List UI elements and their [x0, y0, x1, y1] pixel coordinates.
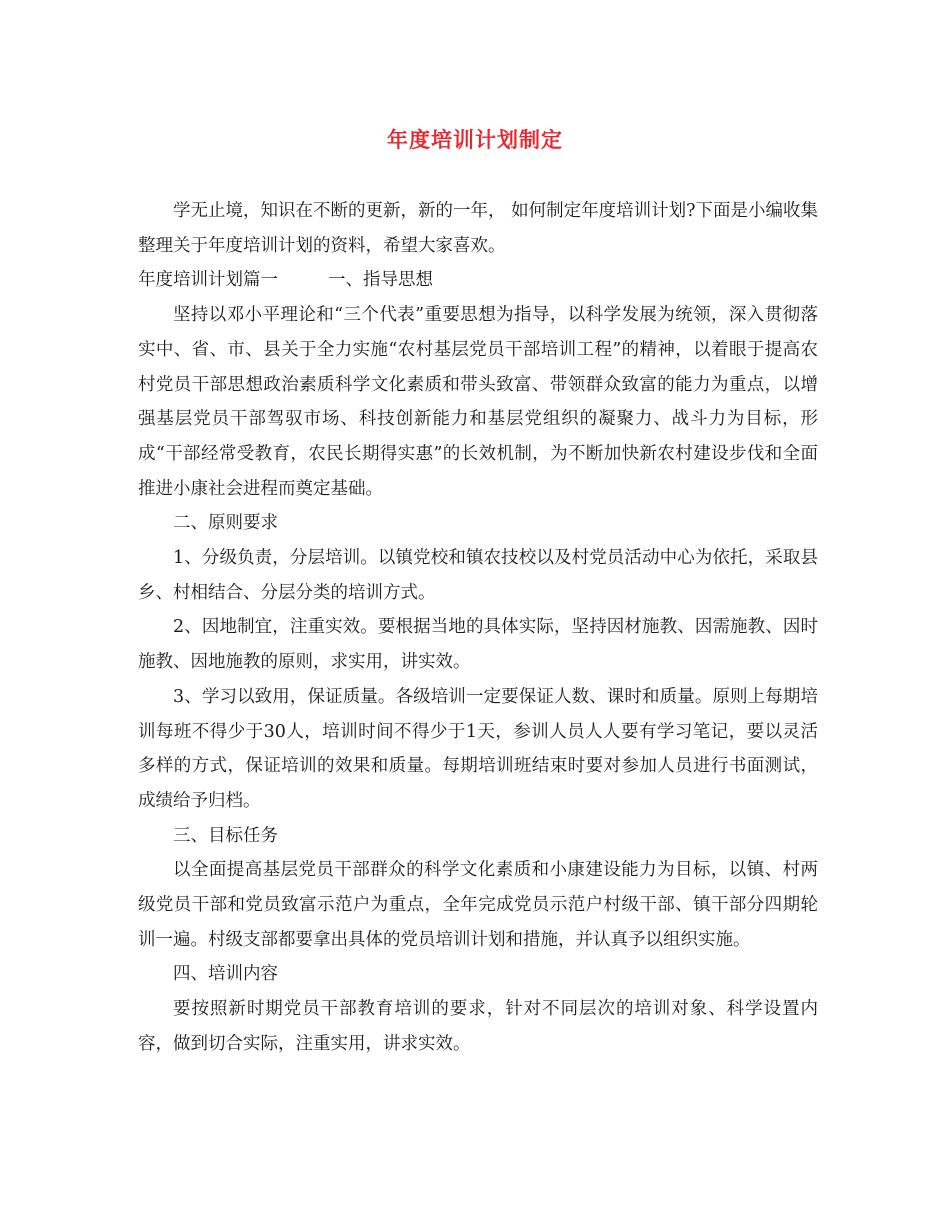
section-heading-left: 年度培训计划篇一 — [138, 270, 278, 291]
content-paragraph: 要按照新时期党员干部教育培训的要求，针对不同层次的培训对象、科学设置内容，做到切合实际，注重实用，讲求实效。 — [138, 999, 818, 1054]
goals-heading: 三、目标任务 — [173, 825, 278, 846]
principle-2-paragraph: 2、因地制宜，注重实效。要根据当地的具体实际，坚持因材施教、因需施教、因时施教、因地施教的原则，求实用，讲实效。 — [138, 617, 818, 673]
section-heading-right: 一、指导思想 — [328, 270, 433, 291]
goals-paragraph: 以全面提高基层党员干部群众的科学文化素质和小康建设能力为目标，以镇、村两级党员干部和党员致富示范户为重点，全年完成党员示范户村级干部、镇干部分四期轮训一遍。村级支部都要拿出具体的党员培训计划和措施，并认真予以组织实施。 — [138, 860, 818, 950]
principles-heading: 二、原则要求 — [173, 513, 278, 534]
document-title: 年度培训计划制定 — [387, 127, 563, 152]
principle-1-paragraph: 1、分级负责，分层培训。以镇党校和镇农技校以及村党员活动中心为依托，采取县乡、村相结合、分层分类的培训方式。 — [138, 548, 818, 603]
principle-3-paragraph: 3、学习以致用，保证质量。各级培训一定要保证人数、课时和质量。原则上每期培训每班不得少于30人，培训时间不得少于1天，参训人员人人要有学习笔记，要以灵活多样的方式，保证培训的效果和质量。每期培训班结束时要对参加人员进行书面测试，成绩给予归档。 — [138, 686, 818, 811]
guiding-thought-paragraph: 坚持以邓小平理论和“三个代表”重要思想为指导，以科学发展为统领，深入贯彻落实中、省、市、县关于全力实施“农村基层党员干部培训工程”的精神，以着眼于提高农村党员干部思想政治素质科学文化素质和带头致富、带领群众致富的能力为重点，以增强基层党员干部驾驭市场、科技创新能力和基层党组织的凝聚力、战斗力为目标，形成“干部经常受教育，农民长期得实惠”的长效机制，为不断加快新农村建设步伐和全面推进小康社会进程而奠定基础。 — [138, 305, 818, 499]
document-body — [138, 194, 818, 1062]
content-heading: 四、培训内容 — [173, 964, 278, 985]
intro-paragraph: 学无止境，知识在不断的更新，新的一年， 如何制定年度培训计划?下面是小编收集整理关于年度培训计划的资料，希望大家喜欢。 — [138, 201, 818, 256]
section-heading-line — [138, 263, 818, 298]
